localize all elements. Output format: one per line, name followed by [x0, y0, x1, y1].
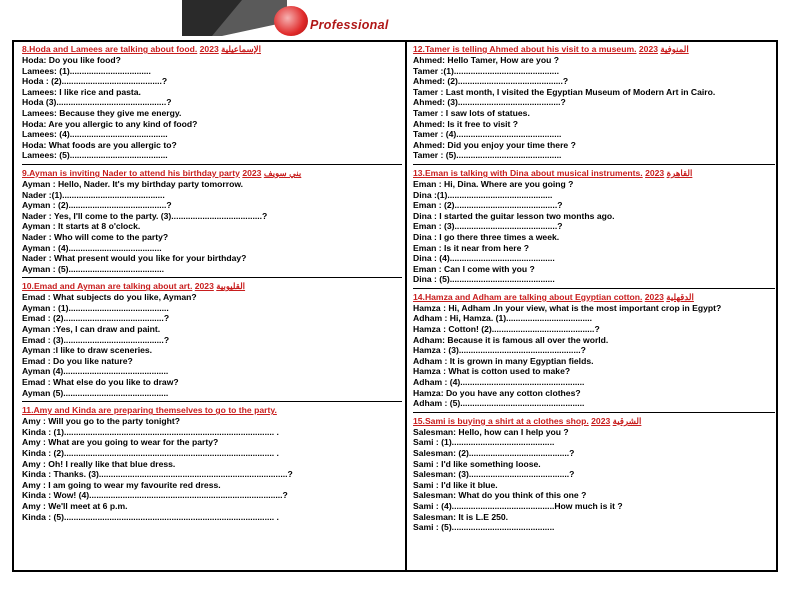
dialogue-line: Hamza : (3)...................................................? — [413, 345, 586, 356]
section-heading — [413, 168, 775, 179]
dialogue-section — [413, 168, 775, 285]
dialogue-line: Lamees: I like rice and pasta. — [22, 86, 141, 97]
dialogue-line: Ayman :I like to draw sceneries. — [22, 345, 153, 356]
dialogue-line: Amy : Will you go to the party tonight? — [22, 416, 180, 427]
dialogue-line: Salesman: What do you think of this one ? — [413, 490, 587, 501]
dialogue-line: Emad : What subjects do you like, Ayman? — [22, 292, 197, 303]
dialogue-line: Ayman :Yes, I can draw and paint. — [22, 324, 161, 335]
section-year: 2023 — [645, 167, 665, 178]
dialogue-line: Amy : We'll meet at 6 p.m. — [22, 500, 128, 511]
dialogue-line: Eman : (3)...........................................? — [413, 221, 563, 232]
dialogue-line: Dina : (4)............................................ — [413, 253, 555, 264]
column-divider — [405, 40, 407, 572]
section-heading — [22, 44, 402, 55]
dialogue-line: Tamer : Last month, I visited the Egyptian Museum of Modern Art in Cairo. — [413, 86, 716, 97]
dialogue-line: Ahmed: Did you enjoy your time there ? — [413, 139, 576, 150]
dialogue-line: Dina : I started the guitar lesson two months ago. — [413, 210, 615, 221]
section-heading — [413, 44, 775, 55]
dialogue-line: Lamees: (4)......................................... — [22, 129, 168, 140]
dialogue-line: Tamer : I saw lots of statues. — [413, 107, 530, 118]
dialogue-section — [22, 168, 402, 274]
section-heading — [22, 168, 402, 179]
section-title: 15.Sami is buying a shirt at a clothes shop. — [413, 415, 589, 426]
dialogue-line: Ayman : (2).........................................? — [22, 200, 172, 211]
dialogue-line: Lamees: Because they give me energy. — [22, 107, 182, 118]
dialogue-line: Amy : Oh! I really like that blue dress. — [22, 458, 176, 469]
dialogue-line: Adham : Hi, Hamza. (1).................................... — [413, 313, 593, 324]
dialogue-line: Ayman : (5)........................................ — [22, 263, 164, 274]
section-heading — [22, 281, 402, 292]
dialogue-line: Adham : (4).................................................... — [413, 377, 585, 388]
dialogue-line: Kinda : Thanks. (3)...............................................................................? — [22, 469, 293, 480]
section-year: 2023 — [242, 167, 262, 178]
section-governorate: الدقهلية — [666, 291, 694, 302]
dialogue-section — [413, 292, 775, 409]
section-title: 11.Amy and Kinda are preparing themselves to go to the party. — [22, 405, 277, 416]
dialogue-line: Hamza: Do you have any cotton clothes? — [413, 387, 581, 398]
section-heading — [413, 292, 775, 303]
dialogue-line: Ayman : It starts at 8 o'clock. — [22, 221, 141, 232]
dialogue-section — [22, 281, 402, 398]
section-separator — [413, 288, 775, 289]
section-heading — [22, 405, 402, 416]
dialogue-line: Tamer : (5)............................................ — [413, 150, 562, 161]
section-title: 12.Tamer is telling Ahmed about his visit to a museum. — [413, 44, 637, 54]
section-year: 2023 — [194, 281, 214, 292]
dialogue-line: Tamer :(1)............................................ — [413, 65, 559, 76]
right-column — [413, 44, 775, 533]
dialogue-line: Sami : I'd like it blue. — [413, 479, 498, 490]
dialogue-line: Hoda (3)..............................................? — [22, 97, 172, 108]
dialogue-line: Adham: Because it is famous all over the world. — [413, 334, 609, 345]
dialogue-line: Emad : What else do you like to draw? — [22, 377, 179, 388]
dialogue-line: Hamza : What is cotton used to make? — [413, 366, 571, 377]
dialogue-section — [22, 44, 402, 161]
logo-brand-text: Professional — [310, 18, 389, 32]
dialogue-line: Eman : Hi, Dina. Where are you going ? — [413, 178, 574, 189]
dialogue-line: Lamees: (1).................................. — [22, 65, 151, 76]
dialogue-line: Amy : What are you going to wear for the party? — [22, 437, 219, 448]
dialogue-line: Ahmed: Hello Tamer, How are you ? — [413, 55, 559, 65]
section-year: 2023 — [638, 44, 659, 54]
left-column — [22, 44, 402, 522]
section-governorate: الشرقية — [612, 415, 642, 426]
dialogue-line: Ayman : (1).......................................... — [22, 302, 169, 313]
dialogue-line: Kinda : (1)........................................................................................ . — [22, 426, 279, 437]
dialogue-line: Amy : I am going to wear my favourite red dress. — [22, 479, 221, 490]
dialogue-line: Ayman (5)............................................ — [22, 387, 169, 398]
dialogue-line: Hoda: Do you like food? — [22, 55, 121, 65]
dialogue-line: Adham : (5).................................................... — [413, 398, 585, 409]
dialogue-line: Sami : (5)........................................... — [413, 522, 555, 533]
dialogue-line: Kinda : Wow! (4).................................................................................? — [22, 490, 288, 501]
dialogue-line: Emad : Do you like nature? — [22, 355, 133, 366]
logo-red-ball — [274, 6, 308, 36]
section-title: 10.Emad and Ayman are talking about art. — [22, 281, 193, 292]
section-heading — [413, 416, 775, 427]
dialogue-line: Adham : It is grown in many Egyptian fields. — [413, 355, 594, 366]
dialogue-line: Lamees: (5)......................................... — [22, 150, 168, 161]
dialogue-line: Ahmed: Is it free to visit ? — [413, 118, 519, 129]
dialogue-line: Nader : Yes, I'll come to the party. (3)......................................? — [22, 210, 268, 221]
dialogue-line: Kinda : (2)........................................................................................ . — [22, 448, 279, 458]
section-title: 8.Hoda and Lamees are talking about food. — [22, 44, 198, 54]
dialogue-section — [413, 416, 775, 533]
dialogue-line: Dina : (5)............................................ — [413, 274, 555, 285]
dialogue-line: Ayman (4)............................................ — [22, 366, 169, 377]
dialogue-line: Tamer : (4)............................................ — [413, 129, 562, 140]
dialogue-section — [22, 405, 402, 522]
section-separator — [413, 412, 775, 413]
dialogue-line: Hamza : Cotton! (2)...........................................? — [413, 324, 600, 335]
dialogue-line: Eman : Is it near from here ? — [413, 242, 530, 253]
section-governorate: القليوبية — [216, 281, 246, 292]
dialogue-line: Hoda: Are you allergic to any kind of food? — [22, 118, 198, 129]
dialogue-line: Eman : (2)...........................................? — [413, 200, 563, 211]
logo-wedge-graphic — [182, 0, 287, 36]
dialogue-line: Salesman: (3)..........................................? — [413, 469, 575, 480]
section-governorate: المنوفية — [660, 44, 689, 54]
dialogue-line: Salesman: It is L.E 250. — [413, 511, 509, 522]
section-governorate: بني سويف — [263, 167, 302, 178]
section-governorate: الإسماعيلية — [221, 44, 261, 54]
dialogue-line: Eman : Can I come with you ? — [413, 263, 535, 274]
dialogue-line: Salesman: (2)..........................................? — [413, 448, 575, 458]
section-title: 13.Eman is talking with Dina about musical instruments. — [413, 167, 643, 178]
dialogue-line: Emad : (3)..........................................? — [22, 334, 170, 345]
section-year: 2023 — [199, 44, 219, 54]
section-separator — [22, 277, 402, 278]
dialogue-line: Hamza : Hi, Adham .In your view, what is the most important crop in Egypt? — [413, 302, 722, 313]
dialogue-line: Ahmed: (3)...........................................? — [413, 97, 566, 108]
section-separator — [413, 164, 775, 165]
dialogue-line: Salesman: Hello, how can I help you ? — [413, 426, 569, 437]
section-year: 2023 — [591, 415, 611, 426]
dialogue-line: Kinda : (5)........................................................................................ . — [22, 511, 279, 522]
dialogue-line: Sami : (1)........................................... — [413, 437, 555, 448]
dialogue-line: Ayman : (4)....................................... — [22, 242, 162, 253]
dialogue-line: Ayman : Hello, Nader. It's my birthday party tomorrow. — [22, 178, 244, 189]
section-governorate: القاهرة — [666, 167, 693, 178]
dialogue-line: Ahmed: (2)............................................? — [413, 76, 569, 87]
section-title: 14.Hamza and Adham are talking about Egyptian cotton. — [413, 291, 643, 302]
brand-logo — [182, 0, 412, 40]
dialogue-line: Dina :(1)............................................ — [413, 189, 553, 200]
dialogue-line: Nader : What present would you like for your birthday? — [22, 253, 247, 264]
dialogue-line: Emad : (2)..........................................? — [22, 313, 170, 324]
dialogue-line: Sami : (4)...........................................How much is it ? — [413, 500, 623, 511]
dialogue-line: Nader : Who will come to the party? — [22, 231, 169, 242]
section-separator — [22, 401, 402, 402]
section-year: 2023 — [644, 291, 664, 302]
dialogue-line: Nader :(1)........................................... — [22, 189, 165, 200]
dialogue-line: Hoda: What foods are you allergic to? — [22, 139, 177, 150]
dialogue-line: Sami : I'd like something loose. — [413, 458, 541, 469]
section-separator — [22, 164, 402, 165]
dialogue-section — [413, 44, 775, 161]
dialogue-line: Dina : I go there three times a week. — [413, 231, 560, 242]
section-title: 9.Ayman is inviting Nader to attend his birthday party — [22, 167, 240, 178]
dialogue-line: Hoda : (2)..........................................? — [22, 76, 168, 87]
